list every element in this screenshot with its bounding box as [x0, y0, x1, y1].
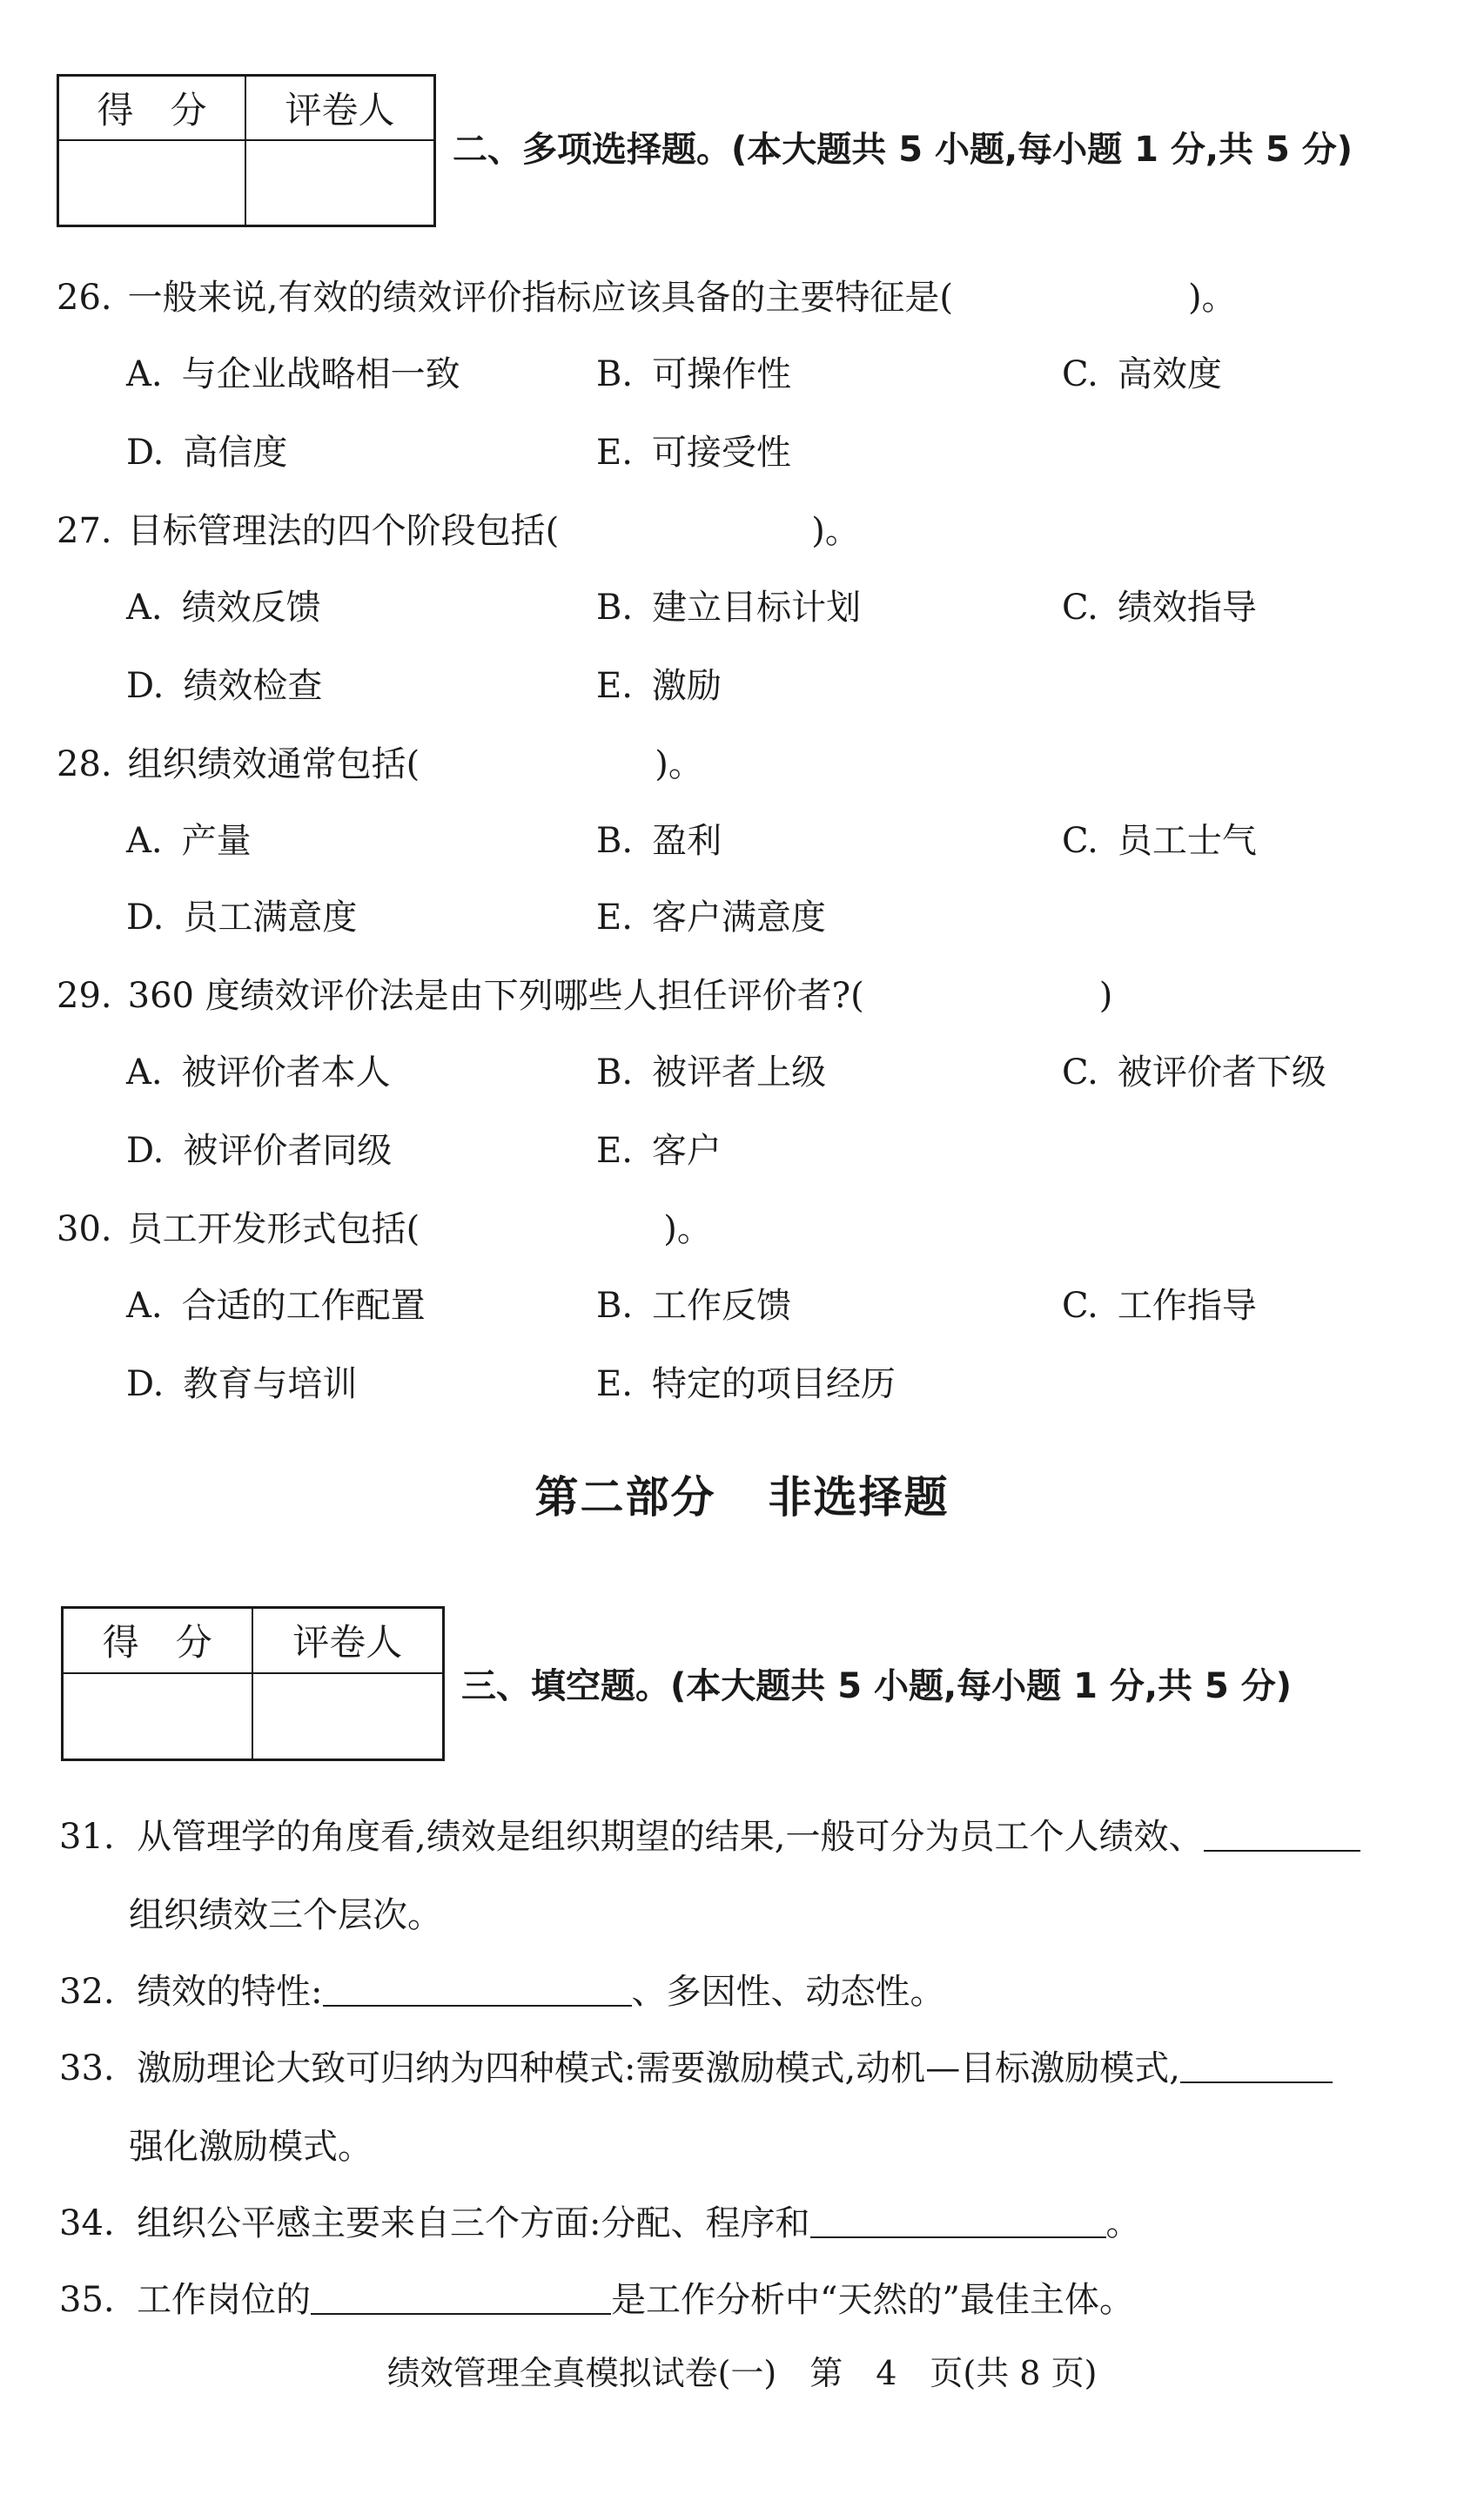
reviewer-label: 评卷人 [246, 77, 433, 141]
blank-34[interactable] [810, 2202, 1106, 2238]
question-33: 33. 激励理论大致可归纳为四种模式:需要激励模式,动机—目标激励模式, [59, 2041, 1333, 2090]
option-29-b[interactable]: B. 被评者上级 [596, 1052, 827, 1093]
reviewer-value-cell[interactable] [246, 141, 433, 225]
option-30-e[interactable]: E. 特定的项目经历 [596, 1364, 896, 1404]
reviewer-label: 评卷人 [253, 1609, 443, 1674]
question-34: 34. 组织公平感主要来自三个方面:分配、程序和 。 [59, 2203, 1141, 2243]
option-28-d[interactable]: D. 员工满意度 [126, 898, 358, 938]
part-title: 第二部分 非选择题 [534, 1472, 950, 1523]
option-26-e[interactable]: E. 可接受性 [596, 433, 791, 473]
question-28: 28. 组织绩效通常包括( )。 [57, 744, 703, 784]
question-31: 31. 从管理学的角度看,绩效是组织期望的结果,一般可分为员工个人绩效、 [59, 1809, 1360, 1859]
option-29-a[interactable]: A. 被评价者本人 [126, 1052, 391, 1093]
option-28-c[interactable]: C. 员工士气 [1062, 821, 1257, 861]
option-26-c[interactable]: C. 高效度 [1062, 354, 1222, 394]
question-31-cont: 组织绩效三个层次。 [129, 1895, 442, 1935]
question-29: 29. 360 度绩效评价法是由下列哪些人担任评价者?( ) [57, 976, 1113, 1016]
option-30-a[interactable]: A. 合适的工作配置 [126, 1286, 426, 1326]
question-32: 32. 绩效的特性: 、多因性、动态性。 [59, 1972, 945, 2012]
score-label: 得 分 [64, 1609, 253, 1674]
section2-title: 二、多项选择题。(本大题共 5 小题,每小题 1 分,共 5 分) [453, 130, 1353, 170]
option-30-b[interactable]: B. 工作反馈 [596, 1286, 792, 1326]
score-value-cell[interactable] [59, 141, 246, 225]
option-27-a[interactable]: A. 绩效反馈 [126, 588, 321, 628]
option-28-b[interactable]: B. 盈利 [596, 821, 722, 861]
reviewer-value-cell[interactable] [253, 1674, 443, 1759]
section3-title: 三、填空题。(本大题共 5 小题,每小题 1 分,共 5 分) [461, 1666, 1293, 1706]
option-27-d[interactable]: D. 绩效检查 [126, 666, 323, 706]
score-box-section2 [57, 74, 436, 227]
score-box-section3 [61, 1606, 445, 1761]
page-footer: 绩效管理全真模拟试卷(一) 第 4 页(共 8 页) [386, 2354, 1098, 2392]
option-30-d[interactable]: D. 教育与培训 [126, 1364, 358, 1404]
option-28-e[interactable]: E. 客户满意度 [596, 898, 826, 938]
blank-35[interactable] [311, 2278, 611, 2315]
option-27-c[interactable]: C. 绩效指导 [1062, 588, 1257, 628]
blank-31[interactable] [1204, 1815, 1360, 1852]
score-value-cell[interactable] [64, 1674, 253, 1759]
option-26-d[interactable]: D. 高信度 [126, 433, 288, 473]
option-28-a[interactable]: A. 产量 [126, 821, 252, 861]
question-27: 27. 目标管理法的四个阶段包括( )。 [57, 511, 860, 551]
question-30: 30. 员工开发形式包括( )。 [57, 1209, 712, 1249]
option-29-e[interactable]: E. 客户 [596, 1131, 722, 1171]
blank-32[interactable] [323, 1970, 632, 2007]
option-29-d[interactable]: D. 被评价者同级 [126, 1131, 393, 1171]
option-27-e[interactable]: E. 激励 [596, 666, 722, 706]
question-33-cont: 强化激励模式。 [129, 2127, 373, 2167]
question-26: 26. 一般来说,有效的绩效评价指标应该具备的主要特征是( )。 [57, 278, 1237, 318]
option-26-a[interactable]: A. 与企业战略相一致 [126, 354, 460, 394]
option-26-b[interactable]: B. 可操作性 [596, 354, 792, 394]
score-label: 得 分 [59, 77, 246, 141]
blank-33[interactable] [1180, 2047, 1333, 2083]
option-27-b[interactable]: B. 建立目标计划 [596, 588, 862, 628]
option-30-c[interactable]: C. 工作指导 [1062, 1286, 1257, 1326]
question-35: 35. 工作岗位的 是工作分析中“天然的”最佳主体。 [59, 2280, 1134, 2320]
option-29-c[interactable]: C. 被评价者下级 [1062, 1052, 1326, 1093]
